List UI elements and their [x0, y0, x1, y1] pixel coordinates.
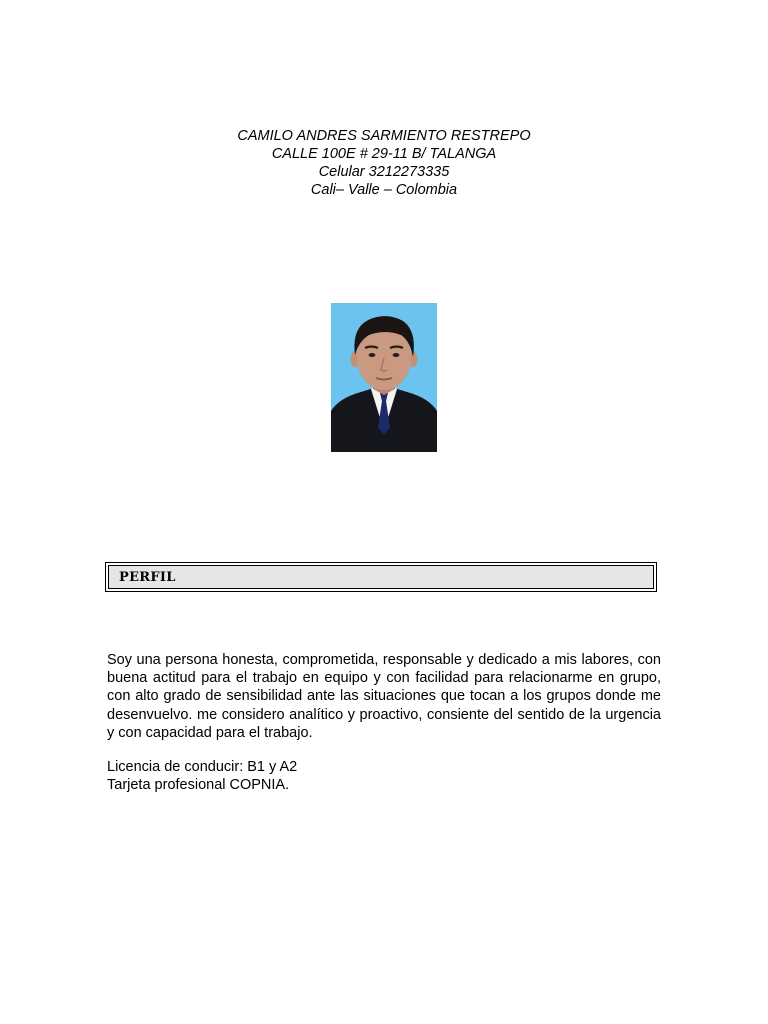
- portrait-icon: [331, 303, 437, 452]
- profile-paragraph: Soy una persona honesta, comprometida, responsable y dedicado a mis labores, con buena actitud para el trabajo en equipo y con facilidad para relacionarme en grupo, con alto grado de sensibilidad ante las situaciones que tocan a los grupos donde me desenvuelvo. me considero analítico y proactivo, consiente del sentido de la urgencia y con capacidad para el trabajo.: [107, 652, 661, 741]
- location: Cali– Valle – Colombia: [310, 182, 458, 198]
- additional-info: [107, 758, 661, 794]
- professional-card: Tarjeta profesional COPNIA.: [107, 777, 290, 794]
- driver-license: Licencia de conducir: B1 y A2: [107, 759, 298, 775]
- address: CALLE 100E # 29-11 B/ TALANGA: [271, 146, 497, 162]
- profile-photo: [331, 303, 437, 452]
- phone-number: Celular 3212273335: [318, 164, 450, 180]
- section-title: PERFIL: [108, 565, 654, 589]
- contact-header: [0, 127, 768, 199]
- section-header-profile: [105, 562, 657, 592]
- full-name: CAMILO ANDRES SARMIENTO RESTREPO: [237, 128, 531, 144]
